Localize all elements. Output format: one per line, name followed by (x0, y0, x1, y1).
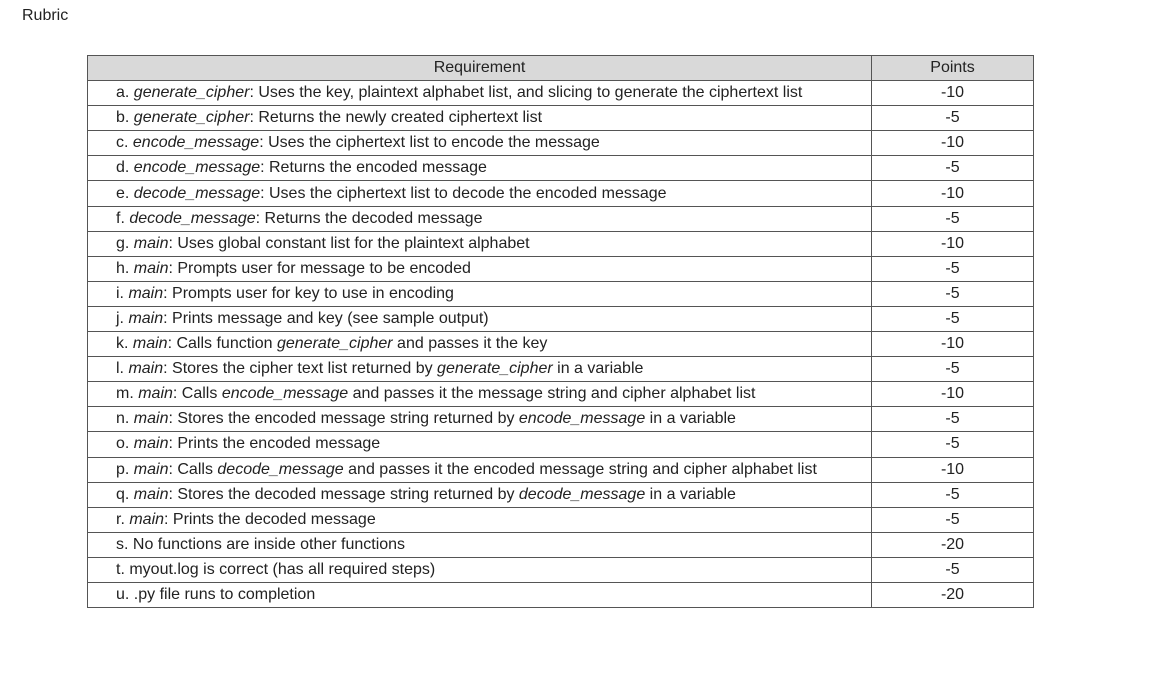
requirement-cell (88, 557, 872, 582)
function-name: decode_message (129, 209, 256, 227)
points-cell: -10 (872, 457, 1034, 482)
requirement-text: : Stores the decoded message string returned by (168, 485, 519, 503)
requirement-cell (88, 156, 872, 181)
requirement-text: u. .py file runs to completion (116, 586, 316, 604)
requirement-cell (88, 532, 872, 557)
points-cell: -5 (872, 357, 1034, 382)
requirement-text: : Prompts user for key to use in encoding (163, 284, 454, 302)
requirement-text: : Uses global constant list for the plaintext alphabet (168, 234, 530, 252)
function-name: generate_cipher (437, 360, 553, 378)
table-row (88, 81, 1034, 106)
points-cell: -5 (872, 407, 1034, 432)
requirement-text: : Calls (168, 460, 218, 478)
function-name: main (138, 385, 173, 403)
table-row (88, 532, 1034, 557)
function-name: generate_cipher (133, 84, 250, 102)
function-name: decode_message (217, 460, 344, 478)
points-cell: -20 (872, 532, 1034, 557)
requirement-text: f. (116, 209, 130, 227)
header-row (88, 56, 1034, 81)
requirement-text: : Uses the ciphertext list to encode the message (259, 134, 600, 152)
requirement-text: : Prints the encoded message (168, 435, 381, 453)
rubric-body (88, 81, 1034, 608)
points-cell: -5 (872, 106, 1034, 131)
requirement-text: in a variable (552, 360, 644, 378)
function-name: encode_message (133, 159, 261, 177)
rubric-table (87, 55, 1034, 608)
table-row (88, 256, 1034, 281)
requirement-text: : Calls function (167, 335, 277, 353)
table-row (88, 582, 1034, 607)
requirement-text: : Prompts user for message to be encoded (168, 259, 471, 277)
requirement-text: e. (116, 184, 134, 202)
table-row (88, 106, 1034, 131)
points-cell: -5 (872, 482, 1034, 507)
requirement-cell (88, 181, 872, 206)
requirement-header: Requirement (88, 56, 872, 81)
function-name: decode_message (133, 184, 261, 202)
table-row (88, 357, 1034, 382)
requirement-text: : Uses the key, plaintext alphabet list, and slicing to generate the ciphertext list (249, 84, 803, 102)
function-name: main (133, 435, 169, 453)
requirement-cell (88, 306, 872, 331)
function-name: main (133, 410, 169, 428)
points-cell: -5 (872, 507, 1034, 532)
requirement-text: n. (116, 410, 134, 428)
requirement-text: r. (116, 510, 130, 528)
requirement-text: i. (116, 284, 129, 302)
requirement-text: : Returns the decoded message (255, 209, 483, 227)
function-name: main (133, 460, 169, 478)
points-cell: -5 (872, 557, 1034, 582)
requirement-text: and passes it the message string and cipher alphabet list (348, 385, 756, 403)
requirement-cell (88, 582, 872, 607)
table-row (88, 281, 1034, 306)
requirement-text: : Prints message and key (see sample output) (163, 309, 489, 327)
function-name: generate_cipher (133, 109, 250, 127)
table-row (88, 306, 1034, 331)
table-row (88, 332, 1034, 357)
requirement-text: k. (116, 335, 133, 353)
requirement-cell (88, 256, 872, 281)
requirement-cell (88, 81, 872, 106)
requirement-text: t. myout.log is correct (has all required steps) (116, 560, 436, 578)
table-row (88, 131, 1034, 156)
function-name: encode_message (221, 385, 349, 403)
table-row (88, 557, 1034, 582)
points-cell: -10 (872, 332, 1034, 357)
requirement-cell (88, 106, 872, 131)
requirement-text: : Stores the cipher text list returned by (163, 360, 438, 378)
requirement-text: b. (116, 109, 134, 127)
points-cell: -5 (872, 306, 1034, 331)
points-header: Points (872, 56, 1034, 81)
points-cell: -10 (872, 382, 1034, 407)
page-title: Rubric (22, 7, 69, 24)
requirement-text: : Uses the ciphertext list to decode the encoded message (260, 184, 667, 202)
points-cell: -10 (872, 181, 1034, 206)
requirement-text: p. (116, 460, 134, 478)
requirement-cell (88, 206, 872, 231)
requirement-cell (88, 482, 872, 507)
table-row (88, 457, 1034, 482)
requirement-cell (88, 231, 872, 256)
points-cell: -10 (872, 131, 1034, 156)
requirement-cell (88, 357, 872, 382)
function-name: main (128, 284, 164, 302)
requirement-text: q. (116, 485, 134, 503)
table-row (88, 482, 1034, 507)
requirement-text: : Stores the encoded message string returned by (168, 410, 519, 428)
requirement-text: l. (116, 360, 129, 378)
requirement-text: h. (116, 259, 134, 277)
requirement-cell (88, 332, 872, 357)
requirement-text: c. (116, 134, 133, 152)
function-name: main (132, 335, 168, 353)
function-name: main (133, 234, 169, 252)
function-name: main (133, 485, 169, 503)
table-row (88, 407, 1034, 432)
requirement-text: and passes it the encoded message string and cipher alphabet list (343, 460, 817, 478)
requirement-text: : Prints the decoded message (164, 510, 376, 528)
function-name: main (128, 309, 164, 327)
points-cell: -5 (872, 256, 1034, 281)
table-row (88, 432, 1034, 457)
points-cell: -5 (872, 206, 1034, 231)
requirement-text: : Returns the encoded message (260, 159, 487, 177)
points-cell: -10 (872, 81, 1034, 106)
function-name: main (129, 510, 165, 528)
requirement-text: g. (116, 234, 134, 252)
function-name: encode_message (518, 410, 646, 428)
points-cell: -5 (872, 432, 1034, 457)
requirement-text: m. (116, 385, 139, 403)
table-row (88, 382, 1034, 407)
points-cell: -10 (872, 231, 1034, 256)
table-row (88, 156, 1034, 181)
requirement-text: and passes it the key (392, 335, 548, 353)
table-row (88, 206, 1034, 231)
function-name: main (128, 360, 164, 378)
requirement-text: o. (116, 435, 134, 453)
points-cell: -5 (872, 156, 1034, 181)
requirement-text: j. (116, 309, 129, 327)
points-cell: -20 (872, 582, 1034, 607)
requirement-text: : Returns the newly created ciphertext list (249, 109, 543, 127)
function-name: encode_message (132, 134, 260, 152)
requirement-text: in a variable (645, 485, 736, 503)
requirement-text: : Calls (172, 385, 222, 403)
requirement-text: a. (116, 84, 134, 102)
function-name: generate_cipher (276, 335, 393, 353)
requirement-cell (88, 382, 872, 407)
requirement-cell (88, 407, 872, 432)
table-row (88, 507, 1034, 532)
table-row (88, 231, 1034, 256)
points-cell: -5 (872, 281, 1034, 306)
requirement-text: d. (116, 159, 134, 177)
requirement-cell (88, 281, 872, 306)
requirement-cell (88, 507, 872, 532)
requirement-cell (88, 131, 872, 156)
function-name: decode_message (518, 485, 646, 503)
function-name: main (133, 259, 169, 277)
requirement-cell (88, 457, 872, 482)
requirement-text: s. No functions are inside other functions (116, 535, 406, 553)
requirement-text: in a variable (645, 410, 736, 428)
table-row (88, 181, 1034, 206)
requirement-cell (88, 432, 872, 457)
